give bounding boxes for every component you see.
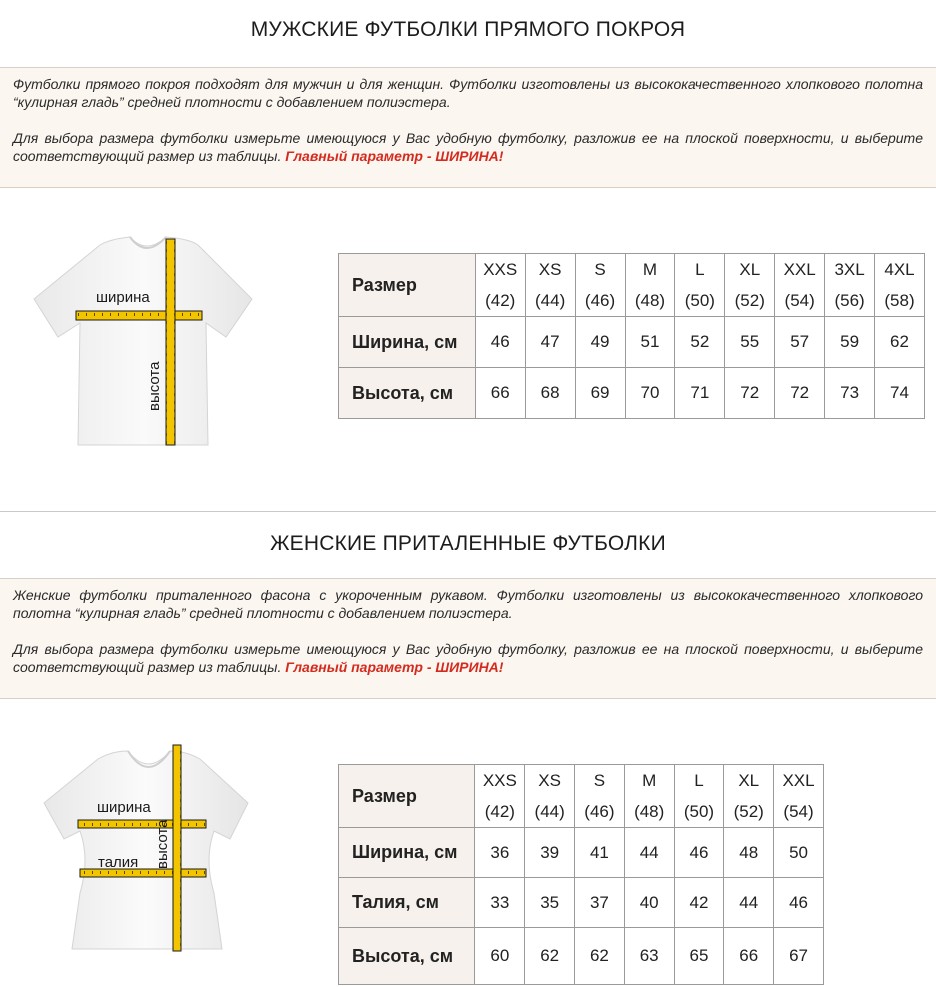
value-cell: 63 [624,928,674,985]
men-section-title: МУЖСКИЕ ФУТБОЛКИ ПРЯМОГО ПОКРОЯ [250,18,686,41]
table-row [339,368,925,419]
women-tshirt-shape [44,751,248,949]
row-label: Талия, см [339,878,475,928]
men-description-panel [0,67,936,188]
ru-size-cell: (58) [875,287,925,317]
value-cell: 69 [575,368,625,419]
size-cell: XXL [774,765,824,798]
value-cell: 73 [825,368,875,419]
row-label: Ширина, см [339,317,476,368]
value-cell: 59 [825,317,875,368]
women-instruction: Для выбора размера футболки измерьте имеющуюся у Вас удобную футболку, разложив ее на плоской поверхности, и выберите соответствующий размер из таблицы. [13,641,923,675]
size-cell: M [625,254,675,287]
men-description-text: Футболки прямого покроя подходят для мужчин и для женщин. Футболки изготовлены из высококачественного хлопкового полотна “кулирная гладь” средней плотности с добавлением полиэстера. [13,76,923,110]
value-cell: 35 [525,878,575,928]
value-cell: 68 [525,368,575,419]
value-cell: 65 [674,928,724,985]
ru-size-cell: (44) [525,287,575,317]
women-description-panel [0,578,936,699]
row-label: Ширина, см [339,828,475,878]
value-cell: 72 [775,368,825,419]
value-cell: 60 [475,928,525,985]
size-cell: XL [724,765,774,798]
value-cell: 46 [774,878,824,928]
section-divider [0,511,936,512]
men-instruction-text [13,129,923,165]
women-main-parameter-note: Главный параметр - ШИРИНА! [285,659,504,675]
value-cell: 70 [625,368,675,419]
ru-size-cell: (48) [625,287,675,317]
women-instruction-text [13,640,923,676]
value-cell: 50 [774,828,824,878]
men-instruction: Для выбора размера футболки измерьте имеющуюся у Вас удобную футболку, разложив ее на плоской поверхности, и выберите соответствующий размер из таблицы. [13,130,923,164]
value-cell: 47 [525,317,575,368]
men-tshirt-illustration [30,233,262,449]
men-width-label: ширина [96,289,150,306]
value-cell: 62 [875,317,925,368]
ru-size-cell: (56) [825,287,875,317]
ru-size-cell: (44) [525,798,575,828]
ru-size-cell: (50) [675,287,725,317]
ru-size-cell: (48) [624,798,674,828]
ru-size-cell: (54) [775,287,825,317]
value-cell: 37 [575,878,625,928]
size-cell: L [675,254,725,287]
ru-size-cell: (42) [475,287,525,317]
value-cell: 62 [525,928,575,985]
value-cell: 46 [475,317,525,368]
size-cell: S [575,765,625,798]
value-cell: 40 [624,878,674,928]
size-cell: XXS [475,254,525,287]
value-cell: 55 [725,317,775,368]
value-cell: 74 [875,368,925,419]
value-cell: 39 [525,828,575,878]
ru-size-cell: (46) [575,287,625,317]
table-row [339,828,824,878]
women-height-label: высота [154,819,171,869]
value-cell: 42 [674,878,724,928]
women-waist-label: талия [98,854,139,871]
value-cell: 66 [724,928,774,985]
size-header-label: Размер [339,765,475,828]
table-row [339,928,824,985]
size-cell: XS [525,254,575,287]
size-cell: XS [525,765,575,798]
size-cell: XXL [775,254,825,287]
row-label: Высота, см [339,928,475,985]
size-cell: 4XL [875,254,925,287]
ru-size-cell: (54) [774,798,824,828]
row-label: Высота, см [339,368,476,419]
table-row [339,878,824,928]
value-cell: 71 [675,368,725,419]
size-cell: L [674,765,724,798]
ru-size-cell: (46) [575,798,625,828]
value-cell: 46 [674,828,724,878]
women-size-table [338,764,824,985]
size-cell: S [575,254,625,287]
ru-size-cell: (50) [674,798,724,828]
value-cell: 44 [624,828,674,878]
size-cell: XL [725,254,775,287]
value-cell: 44 [724,878,774,928]
value-cell: 72 [725,368,775,419]
value-cell: 52 [675,317,725,368]
women-section-title: ЖЕНСКИЕ ПРИТАЛЕННЫЕ ФУТБОЛКИ [270,532,666,555]
men-height-label: высота [146,361,163,411]
value-cell: 66 [475,368,525,419]
value-cell: 41 [575,828,625,878]
value-cell: 48 [724,828,774,878]
table-row [339,317,925,368]
ru-size-cell: (42) [475,798,525,828]
ru-size-cell: (52) [724,798,774,828]
men-tshirt-shape [34,237,252,445]
value-cell: 62 [575,928,625,985]
men-main-parameter-note: Главный параметр - ШИРИНА! [285,148,504,164]
value-cell: 49 [575,317,625,368]
value-cell: 36 [475,828,525,878]
women-width-label: ширина [97,799,151,816]
value-cell: 67 [774,928,824,985]
size-cell: M [624,765,674,798]
ru-size-cell: (52) [725,287,775,317]
value-cell: 57 [775,317,825,368]
men-size-table [338,253,925,419]
size-header-label: Размер [339,254,476,317]
size-cell: XXS [475,765,525,798]
size-cell: 3XL [825,254,875,287]
value-cell: 33 [475,878,525,928]
value-cell: 51 [625,317,675,368]
women-description-text: Женские футболки приталенного фасона с укороченным рукавом. Футболки изготовлены из высококачественного хлопкового полотна “кулирная гладь” средней плотности с добавлением полиэстера. [13,587,923,621]
women-tshirt-illustration [36,743,256,955]
